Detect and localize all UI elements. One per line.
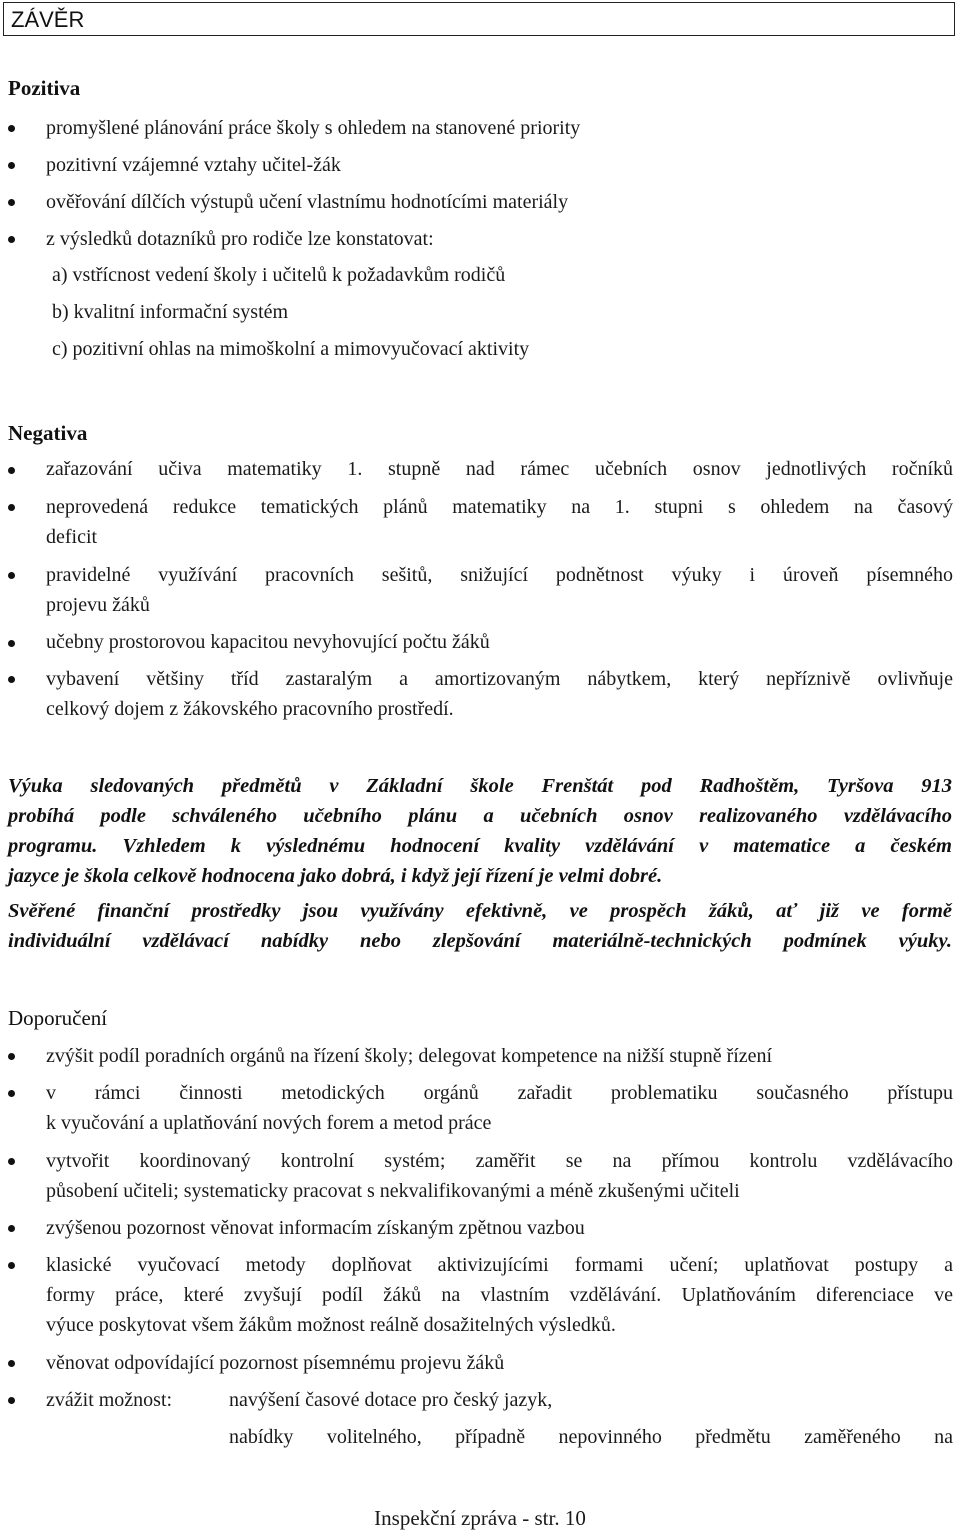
- negative-item: zařazování učiva matematiky 1. stupně nad rámec učebních osnov jednotlivých ročníků: [46, 458, 953, 480]
- positive-item: pozitivní vzájemné vztahy učitel-žák: [46, 154, 341, 176]
- positive-subitem: c) pozitivní ohlas na mimoškolní a mimovyučovací aktivity: [52, 338, 530, 360]
- positives-heading: Pozitiva: [8, 76, 81, 100]
- recommendation-item: vytvořit koordinovaný kontrolní systém; zaměřit se na přímou kontrolu vzdělávacího: [46, 1150, 953, 1172]
- negative-item: pravidelné využívání pracovních sešitů, snižující podnětnost výuky i úroveň písemného: [46, 564, 953, 586]
- positive-item: ověřování dílčích výstupů učení vlastnímu hodnotícími materiály: [46, 191, 569, 213]
- negatives-heading: Negativa: [8, 421, 88, 445]
- recommendation-item-cont: formy práce, které zvyšují podíl žáků na vlastním vzdělávání. Uplatňováním diferenciace ve: [46, 1284, 953, 1306]
- negative-item: neprovedená redukce tematických plánů matematiky na 1. stupni s ohledem na časový: [46, 496, 953, 518]
- summary-line: probíhá podle schváleného učebního plánu a učebních osnov realizovaného vzdělávacího: [8, 805, 952, 827]
- bullet-icon: [8, 1262, 15, 1269]
- bullet-icon: [8, 640, 15, 647]
- recommendations-heading: Doporučení: [8, 1006, 108, 1030]
- bullet-icon: [8, 1158, 15, 1165]
- bullet-icon: [8, 1397, 15, 1404]
- recommendation-option: nabídky volitelného, případně nepovinného předmětu zaměřeného na: [229, 1426, 953, 1448]
- bullet-icon: [8, 236, 15, 243]
- negative-item-cont: projevu žáků: [46, 594, 150, 616]
- recommendation-item: věnovat odpovídající pozornost písemnému projevu žáků: [46, 1352, 505, 1374]
- summary-line: programu. Vzhledem k výslednému hodnocení kvality vzdělávání v matematice a českém: [8, 835, 952, 857]
- positive-subitem: b) kvalitní informační systém: [52, 301, 289, 323]
- negative-item: vybavení většiny tříd zastaralým a amortizovaným nábytkem, který nepříznivě ovlivňuje: [46, 668, 953, 690]
- recommendation-item-cont: výuce poskytovat všem žákům možnost reálně dosažitelných výsledků.: [46, 1314, 616, 1336]
- recommendation-item-cont: k vyučování a uplatňování nových forem a metod práce: [46, 1112, 492, 1134]
- summary-line: Svěřené finanční prostředky jsou využívány efektivně, ve prospěch žáků, ať již ve formě: [8, 900, 952, 922]
- recommendation-item: klasické vyučovací metody doplňovat aktivizujícími formami učení; uplatňovat postupy a: [46, 1254, 953, 1276]
- negative-item: učebny prostorovou kapacitou nevyhovující počtu žáků: [46, 631, 490, 653]
- negative-item-cont: celkový dojem z žákovského pracovního prostředí.: [46, 698, 454, 720]
- positive-item: z výsledků dotazníků pro rodiče lze konstatovat:: [46, 228, 434, 250]
- bullet-icon: [8, 504, 15, 511]
- bullet-icon: [8, 676, 15, 683]
- recommendation-option: navýšení časové dotace pro český jazyk,: [229, 1389, 553, 1411]
- positive-subitem: a) vstřícnost vedení školy i učitelů k požadavkům rodičů: [52, 264, 506, 286]
- positive-item: promyšlené plánování práce školy s ohledem na stanovené priority: [46, 117, 581, 139]
- recommendation-item: zvýšit podíl poradních orgánů na řízení školy; delegovat kompetence na nižší stupně řízení: [46, 1045, 773, 1067]
- recommendation-item: zvýšenou pozornost věnovat informacím získaným zpětnou vazbou: [46, 1217, 585, 1239]
- bullet-icon: [8, 467, 15, 474]
- negative-item-cont: deficit: [46, 526, 98, 548]
- summary-line: Výuka sledovaných předmětů v Základní škole Frenštát pod Radhoštěm, Tyršova 913: [8, 775, 952, 797]
- section-title: ZÁVĚR: [3, 2, 955, 36]
- bullet-icon: [8, 1360, 15, 1367]
- recommendation-item-cont: působení učiteli; systematicky pracovat s nekvalifikovanými a méně zkušenými učiteli: [46, 1180, 740, 1202]
- bullet-icon: [8, 199, 15, 206]
- recommendation-item: v rámci činnosti metodických orgánů zařadit problematiku současného přístupu: [46, 1082, 953, 1104]
- recommendation-label: zvážit možnost:: [46, 1389, 173, 1411]
- bullet-icon: [8, 572, 15, 579]
- bullet-icon: [8, 1225, 15, 1232]
- summary-line: jazyce je škola celkově hodnocena jako dobrá, i když její řízení je velmi dobré.: [8, 865, 663, 887]
- page-footer: Inspekční zpráva - str. 10: [374, 1506, 586, 1530]
- bullet-icon: [8, 1053, 15, 1060]
- bullet-icon: [8, 125, 15, 132]
- summary-line: individuální vzdělávací nabídky nebo zlepšování materiálně-technických podmínek výuky.: [8, 930, 952, 952]
- bullet-icon: [8, 162, 15, 169]
- bullet-icon: [8, 1090, 15, 1097]
